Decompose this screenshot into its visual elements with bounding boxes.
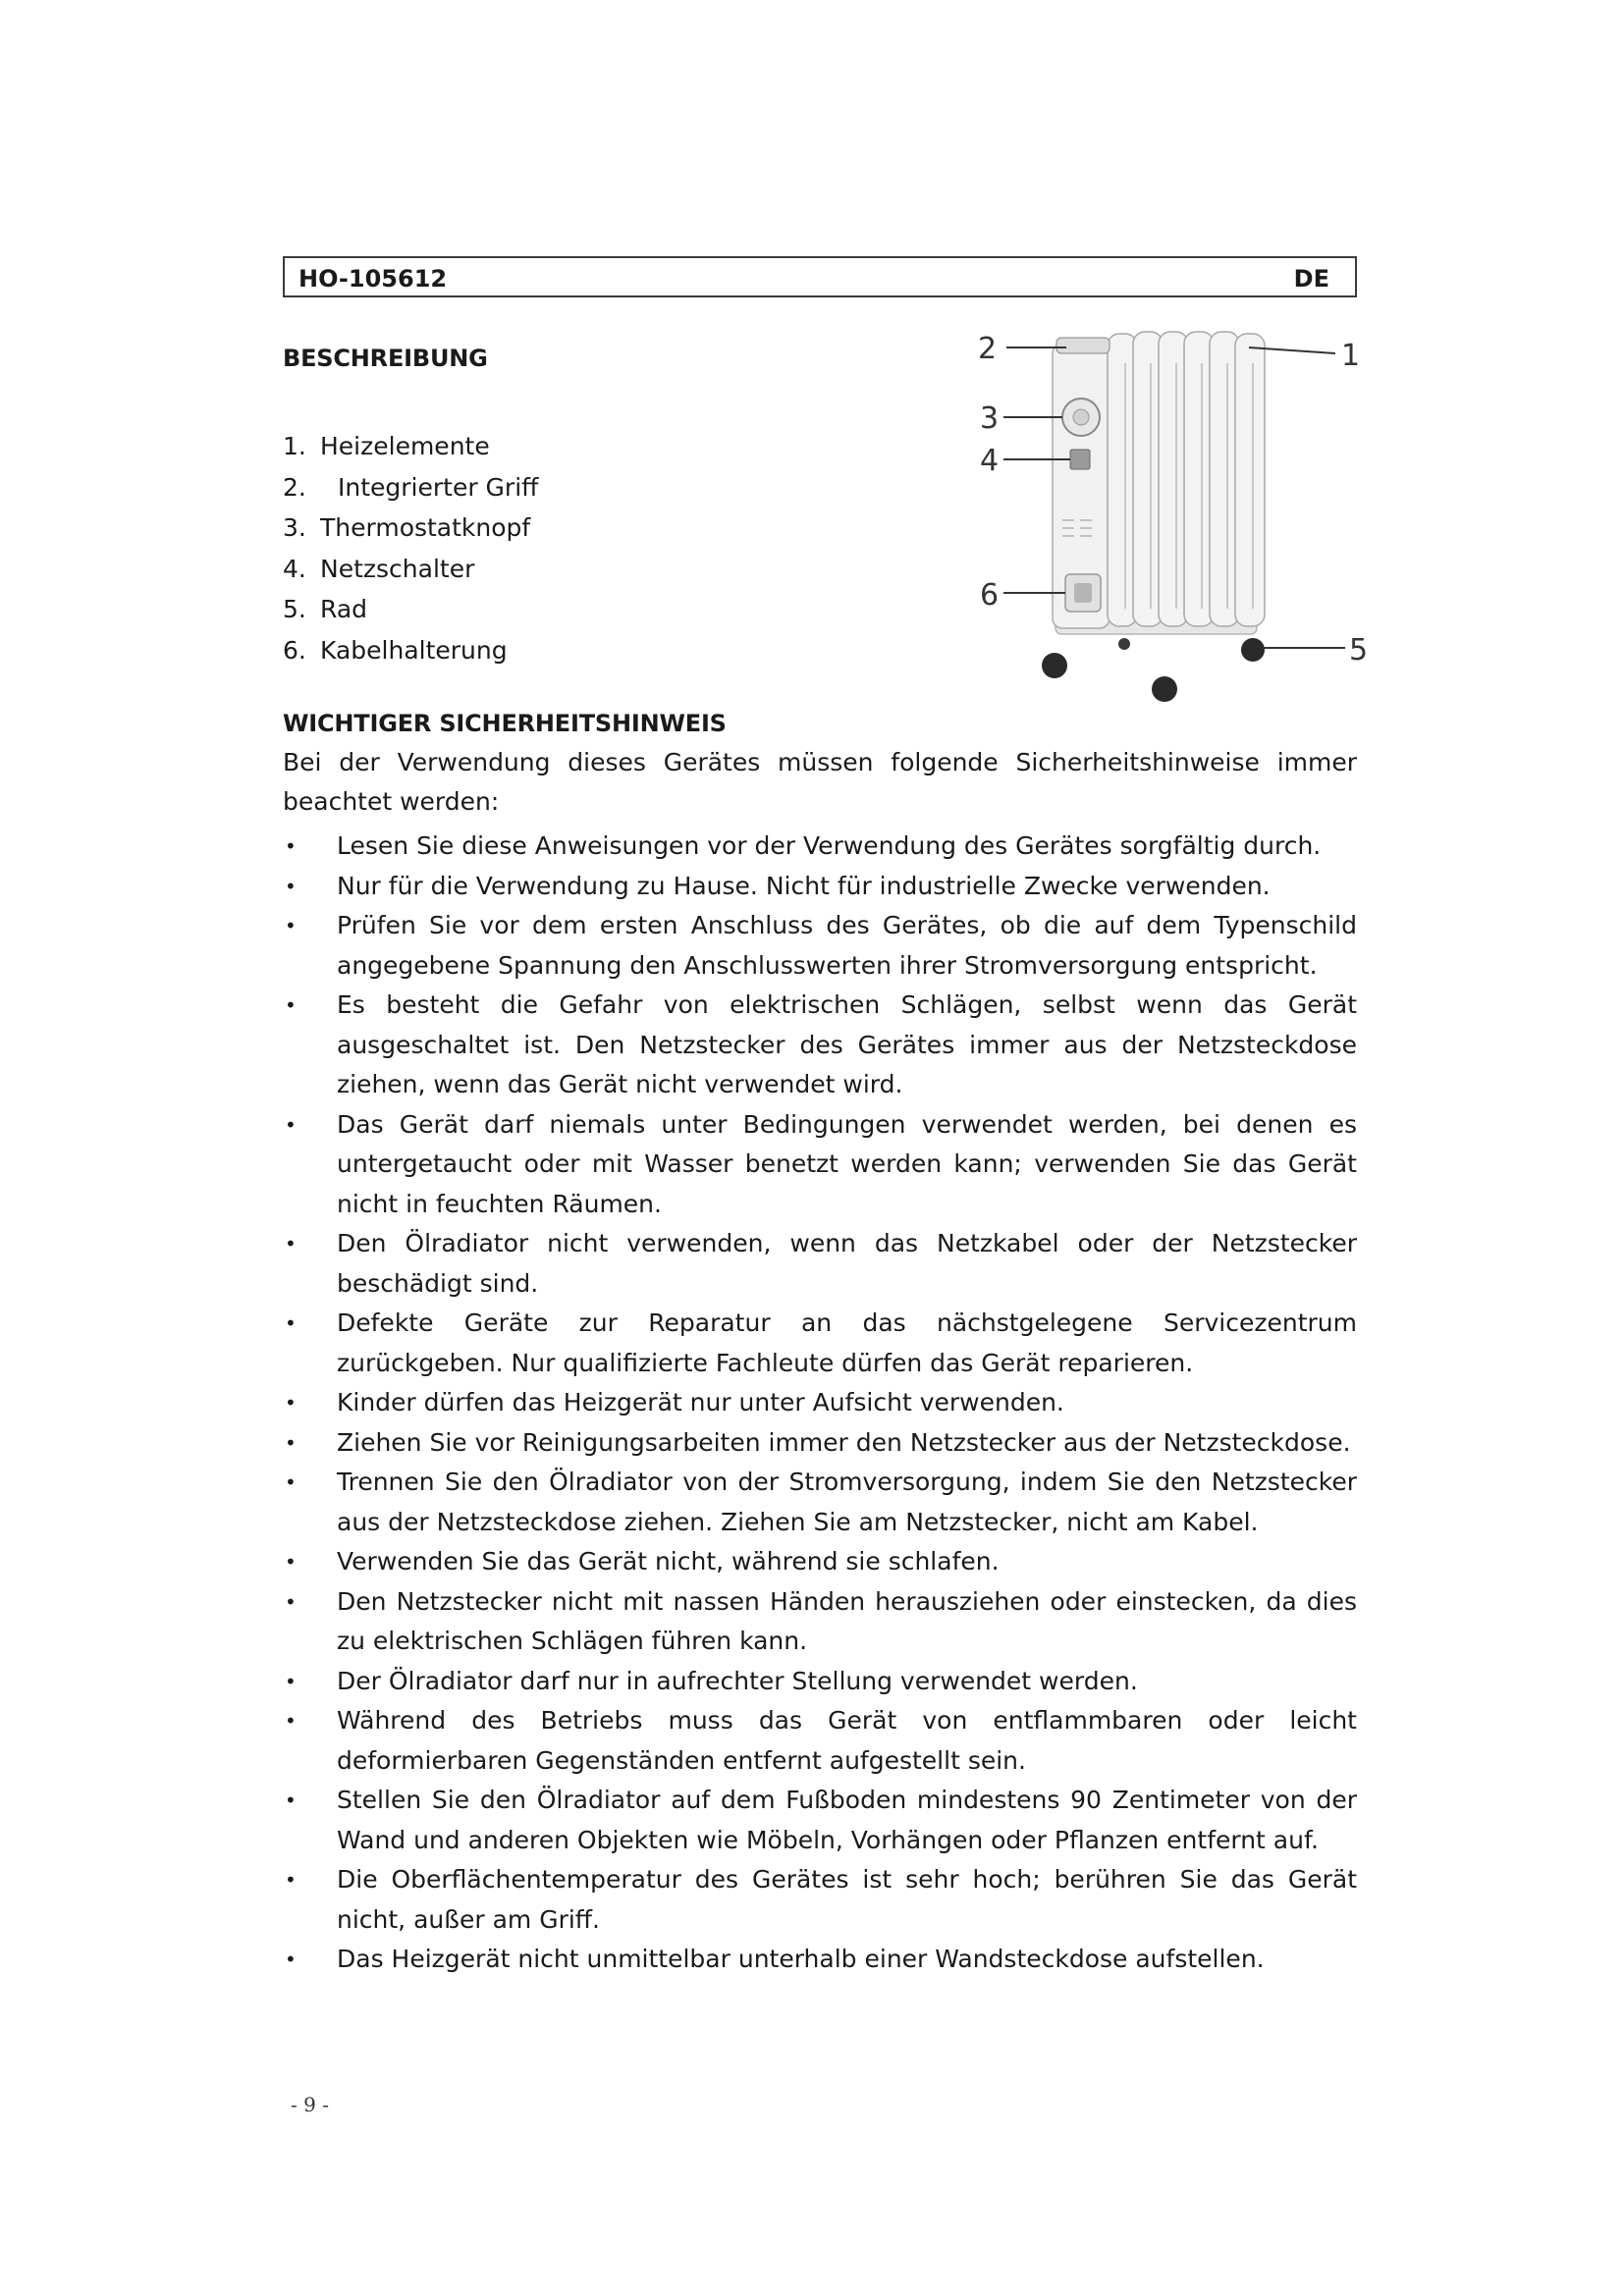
radiator-figure [972, 324, 1375, 707]
part-number: 3. [283, 513, 306, 542]
model-number: HO-105612 [298, 265, 448, 293]
list-item [283, 630, 538, 671]
list-item [283, 426, 538, 467]
callout-3: 3 [980, 401, 1000, 436]
list-item: • Defekte Geräte zur Reparatur an das nächstgelegene Servicezentrum zurückgeben. Nur qualifizierte Fachleute dürfen das Gerät reparieren. [283, 1304, 1357, 1383]
callout-5: 5 [1349, 633, 1369, 667]
part-label: Rad [320, 595, 368, 623]
part-number: 2. [283, 472, 306, 502]
list-item: • Trennen Sie den Ölradiator von der Stromversorgung, indem Sie den Netzstecker aus der Netzsteckdose ziehen. Ziehen Sie am Netzstecker, nicht am Kabel. [283, 1463, 1357, 1542]
callout-1: 1 [1341, 339, 1361, 373]
list-item: • Verwenden Sie das Gerät nicht, während sie schlafen. [283, 1542, 1357, 1582]
list-item: • Den Ölradiator nicht verwenden, wenn das Netzkabel oder der Netzstecker beschädigt sind. [283, 1224, 1357, 1304]
callout-2: 2 [978, 332, 998, 366]
part-number: 1. [283, 432, 306, 460]
list-item: • Es besteht die Gefahr von elektrischen Schlägen, selbst wenn das Gerät ausgeschaltet ist. Den Netzstecker des Gerätes immer aus der Netzsteckdose ziehen, wenn das Gerät nicht verwendet wird. [283, 986, 1357, 1105]
list-item: • Während des Betriebs muss das Gerät von entflammbaren oder leicht deformierbaren Gegenständen entfernt aufgestellt sein. [283, 1701, 1357, 1781]
callout-6: 6 [980, 578, 1000, 613]
list-item [283, 589, 538, 630]
list-item: • Das Gerät darf niemals unter Bedingungen verwendet werden, bei denen es untergetaucht oder mit Wasser benetzt werden kann; verwenden Sie das Gerät nicht in feuchten Räumen. [283, 1105, 1357, 1225]
part-number: 6. [283, 635, 306, 665]
part-number: 4. [283, 554, 306, 583]
part-label: Kabelhalterung [320, 635, 508, 665]
part-label: Netzschalter [320, 554, 475, 583]
list-item: • Den Netzstecker nicht mit nassen Händen herausziehen oder einstecken, da dies zu elektrischen Schlägen führen kann. [283, 1582, 1357, 1662]
list-item: • Kinder dürfen das Heizgerät nur unter Aufsicht verwenden. [283, 1383, 1357, 1423]
list-item [283, 549, 538, 590]
part-label: Integrierter Griff [338, 472, 539, 502]
list-item: • Lesen Sie diese Anweisungen vor der Verwendung des Gerätes sorgfältig durch. [283, 827, 1357, 867]
part-number: 5. [283, 595, 306, 623]
list-item: • Stellen Sie den Ölradiator auf dem Fußboden mindestens 90 Zentimeter von der Wand und anderen Objekten wie Möbeln, Vorhängen oder Pflanzen entfernt auf. [283, 1781, 1357, 1860]
list-item [283, 467, 538, 508]
description-title: BESCHREIBUNG [283, 345, 488, 372]
list-item: • Prüfen Sie vor dem ersten Anschluss des Gerätes, ob die auf dem Typenschild angegebene Spannung den Anschlusswerten ihrer Stromversorgung entspricht. [283, 906, 1357, 986]
list-item: • Nur für die Verwendung zu Hause. Nicht für industrielle Zwecke verwenden. [283, 867, 1357, 907]
page-number: - 9 - [291, 2093, 329, 2116]
part-label: Heizelemente [320, 432, 490, 460]
list-item: • Die Oberflächentemperatur des Gerätes ist sehr hoch; berühren Sie das Gerät nicht, außer am Griff. [283, 1860, 1357, 1940]
header-box [283, 256, 1357, 297]
safety-intro: Bei der Verwendung dieses Gerätes müssen folgende Sicherheitshinweise immer beachtet werden: [283, 748, 1357, 816]
list-item [283, 507, 538, 549]
radiator-illustration [972, 324, 1375, 707]
list-item: • Der Ölradiator darf nur in aufrechter Stellung verwendet werden. [283, 1662, 1357, 1702]
safety-title: WICHTIGER SICHERHEITSHINWEIS [283, 710, 727, 737]
list-item: • Ziehen Sie vor Reinigungsarbeiten immer den Netzstecker aus der Netzsteckdose. [283, 1423, 1357, 1464]
part-label: Thermostatknopf [320, 513, 531, 542]
list-item: • Das Heizgerät nicht unmittelbar unterhalb einer Wandsteckdose aufstellen. [283, 1940, 1357, 1980]
parts-list [283, 426, 538, 670]
callout-4: 4 [980, 444, 1000, 478]
language-code: DE [1293, 265, 1329, 293]
safety-list [283, 827, 1357, 1980]
